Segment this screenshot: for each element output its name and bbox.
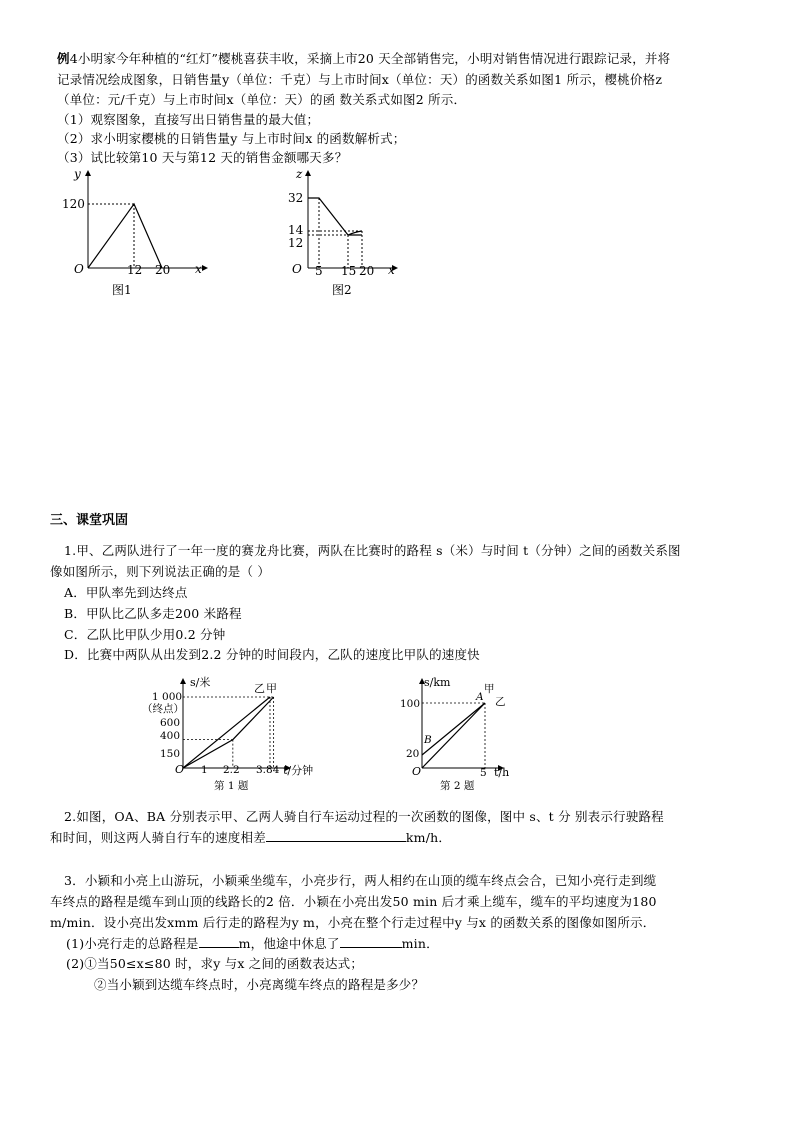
q2-line-1: 2.如图，OA、BA 分别表示甲、乙两人骑自行车运动过程的一次函数的图像，图中 s、t 分 别表示行驶路程 [64,809,664,824]
chart-q2 [380,672,530,797]
chart1-y-tick-600: 600 [160,717,181,729]
example-line-6: （3）试比较第10 天与第12 天的销售金额哪天多？ [57,150,348,165]
example-line-3: （单位：元/千克）与上市时间x（单位：天）的函 数关系式如图2 所示． [57,92,467,107]
fig1-caption: 图1 [112,283,132,297]
fig2-y-label: z [296,167,303,181]
chart1-ylabel: s/米 [190,676,211,689]
example-line-2: 记录情况绘成图象，日销售量y（单位：千克）与上市时间x（单位：天）的函数关系如图1 所示，樱桃价格z [57,72,663,87]
example-label: 例 [57,51,70,66]
q3-line-2: 车终点的路程是缆车到山顶的线路长的2 倍．小颖在小亮出发50 min 后才乘上缆车，缆车的平均速度为180 [50,894,657,909]
example-line-1: 例4小明家今年种植的“红灯”樱桃喜获丰收，采摘上市20 天全部销售完，小明对销售情况进行跟踪记录，并将 [57,51,671,66]
q1-stem-1: 1.甲、乙两队进行了一年一度的赛龙舟比赛，两队在比赛时的路程 s（米）与时间 t（分钟）之间的函数关系图 [64,543,681,558]
chart1-y-tick-400: 400 [160,730,181,742]
chart1-y-tick-150: 150 [160,748,181,760]
fig1-y-tick: 120 [62,197,85,211]
chart1-y-arrow [180,678,186,684]
chart2-ylabel: s/km [424,676,451,689]
chart2-title: 第 2 题 [440,780,475,792]
fig1-x-tick-12: 12 [127,263,143,277]
chart2-label-yi: 乙 [495,696,506,708]
q3-line-1: 3．小颖和小亮上山游玩，小颖乘坐缆车，小亮步行，两人相约在山顶的缆车终点会合，已知小亮行走到缆 [64,873,657,888]
fig1-x-label: x [195,262,202,276]
fig2-caption: 图2 [332,283,352,297]
chart1-x-tick-2.2: 2.2 [223,764,240,776]
q1-option-b: B．甲队比乙队多走200 米路程 [64,606,242,621]
chart2-y-tick-100: 100 [400,698,421,710]
chart1-xlabel: t/分钟 [283,764,314,777]
chart2-origin: O [412,765,422,778]
chart1-x-tick-1: 1 [201,764,208,776]
chart1-series-甲 [183,697,270,768]
q3-total-distance-blank[interactable] [199,935,239,948]
chart2-x-tick-5: 5 [480,767,487,779]
q1-option-c: C．乙队比甲队少用0.2 分钟 [64,627,226,642]
q3-part-2: (2)①当50≤x≤80 时，求y 与x 之间的函数表达式； [66,956,364,971]
q1-option-d: D．比赛中两队从出发到2.2 分钟的时间段内，乙队的速度比甲队的速度快 [64,647,480,662]
chart-q1 [140,672,330,797]
fig2-y-tick-14: 14 [288,223,304,237]
figure-1 [62,168,212,303]
q1-stem-2: 像如图所示，则下列说法正确的是（ ） [50,564,271,579]
fig2-x-tick-20: 20 [359,264,375,278]
fig1-origin: O [74,262,84,276]
chart1-title: 第 1 题 [214,780,249,792]
chart1-origin: O [175,763,185,776]
example-line-4: （1）观察图象，直接写出日销售量的最大值； [57,112,320,127]
fig2-y-tick-12: 12 [288,236,304,250]
fig1-y-label: y [74,167,81,181]
chart1-label-yi: 乙 [254,682,265,695]
chart2-point-a: A [476,691,484,703]
q3-rest-time-blank[interactable] [340,935,402,948]
chart2-series-乙 [422,703,485,755]
q2-line-2: 和时间，则这两人骑自行车的速度相差 km/h． [50,830,452,845]
chart1-x-tick-3.84: 3.84 [256,764,280,776]
chart2-label-jia: 甲 [484,683,495,695]
chart2-point-b: B [424,734,432,746]
chart1-label-jia: 甲 [266,682,277,695]
chart1-y-tick-1000: 1 000 [152,691,183,703]
q1-option-a: A．甲队率先到达终点 [64,585,188,600]
fig1-x-tick-20: 20 [155,263,171,277]
fig2-x-tick-15: 15 [341,264,357,278]
figure-2 [284,168,404,303]
q3-part-1: (1)小亮行走的总路程是 m，他途中休息了 min． [66,936,439,951]
example-line-5: （2）求小明家樱桃的日销售量y 与上市时间x 的函数解析式； [57,131,406,146]
section-title: 三、课堂巩固 [50,513,129,528]
fig2-origin: O [292,262,302,276]
q3-part-3: ②当小颖到达缆车终点时，小亮离缆车终点的路程是多少？ [94,977,425,992]
fig2-x-tick-5: 5 [315,264,323,278]
fig2-y-tick-32: 32 [288,191,304,205]
q3-line-3: m/min．设小亮出发xmm 后行走的路程为y m，小亮在整个行走过程中y 与x 的函数关系的图像如图所示． [50,915,656,930]
chart2-xlabel: t/h [494,766,510,779]
fig2-x-label: x [388,263,395,277]
chart1-end-label: （终点） [142,703,184,715]
q2-answer-blank[interactable] [266,829,406,842]
chart2-y-tick-20: 20 [406,748,420,760]
